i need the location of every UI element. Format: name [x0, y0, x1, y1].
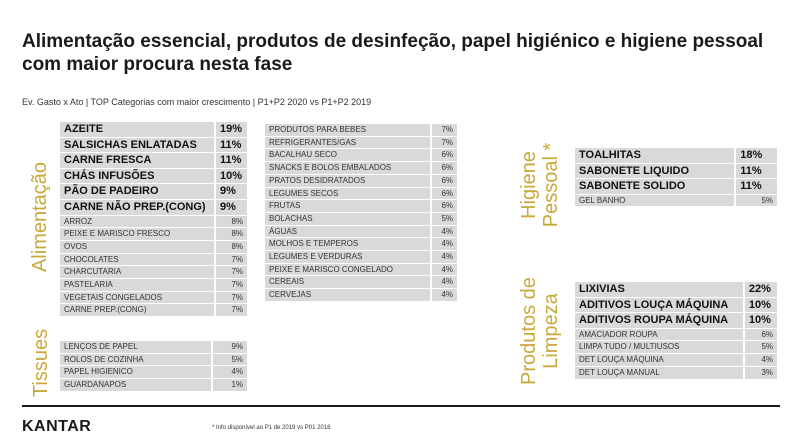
alimentacao-table-1 [60, 122, 247, 317]
category-name: ÁGUAS [265, 225, 431, 238]
category-row [575, 282, 777, 297]
category-row [575, 366, 777, 379]
tissues-table [60, 341, 247, 392]
category-name: PRATOS DESIDRATADOS [265, 174, 431, 187]
category-row [60, 215, 247, 228]
category-name: CEREAIS [265, 276, 431, 289]
category-growth-value: 6% [744, 328, 777, 341]
category-growth-value: 9% [212, 341, 247, 353]
category-growth-value: 8% [215, 240, 247, 253]
brand-logo: KANTAR [22, 418, 92, 435]
category-growth-value: 9% [215, 199, 247, 215]
category-row [60, 341, 247, 353]
category-name: SABONETE SOLIDO [575, 179, 735, 195]
category-growth-value: 6% [431, 162, 457, 175]
category-growth-value: 18% [735, 148, 777, 163]
category-row [265, 200, 457, 213]
section-label-limpeza-line1: Produtos de [518, 277, 540, 385]
category-row [575, 354, 777, 367]
category-growth-value: 10% [744, 313, 777, 329]
category-name: TOALHITAS [575, 148, 735, 163]
category-growth-value: 4% [431, 263, 457, 276]
category-growth-value: 6% [431, 174, 457, 187]
category-row [575, 297, 777, 313]
category-row [60, 153, 247, 169]
category-row [60, 240, 247, 253]
category-growth-value: 6% [431, 149, 457, 162]
category-name: CARNE NÃO PREP.(CONG) [60, 199, 215, 215]
category-name: PEIXE E MARISCO CONGELADO [265, 263, 431, 276]
category-name: OVOS [60, 240, 215, 253]
category-growth-value: 3% [744, 366, 777, 379]
category-row [265, 136, 457, 149]
category-row [60, 122, 247, 137]
category-growth-value: 7% [215, 304, 247, 317]
category-growth-value: 10% [744, 297, 777, 313]
category-name: BACALHAU SECO [265, 149, 431, 162]
category-growth-value: 7% [431, 136, 457, 149]
category-growth-value: 9% [215, 184, 247, 200]
category-growth-value: 4% [431, 238, 457, 251]
category-name: CARNE FRESCA [60, 153, 215, 169]
category-row [60, 291, 247, 304]
footer-divider [22, 405, 780, 407]
section-label-alimentacao: Alimentação [29, 161, 51, 273]
category-row [265, 238, 457, 251]
category-row [265, 187, 457, 200]
category-growth-value: 7% [215, 253, 247, 266]
page-title: Alimentação essencial, produtos de desinfeção, papel higiénico e higiene pessoal com maior procura nesta fase [22, 31, 764, 75]
category-growth-value: 5% [735, 194, 777, 207]
section-label-higiene-line1: Higiene [518, 151, 540, 219]
category-name: ADITIVOS ROUPA MÁQUINA [575, 313, 744, 329]
category-row [60, 266, 247, 279]
category-name: LEGUMES E VERDURAS [265, 251, 431, 264]
section-label-limpeza [518, 270, 562, 392]
page-subtitle: Ev. Gasto x Ato | TOP Categorias com maior crescimento | P1+P2 2020 vs P1+P2 2019 [22, 97, 372, 107]
section-label-limpeza-line2: Limpeza [540, 293, 562, 369]
category-name: CHÁS INFUSÕES [60, 168, 215, 184]
category-growth-value: 7% [215, 266, 247, 279]
category-name: SNACKS E BOLOS EMBALADOS [265, 162, 431, 175]
category-row [265, 225, 457, 238]
category-name: GUARDANAPOS [60, 379, 212, 392]
category-growth-value: 4% [431, 225, 457, 238]
category-name: LENÇOS DE PAPEL [60, 341, 212, 353]
category-row [265, 276, 457, 289]
category-growth-value: 4% [431, 289, 457, 302]
category-growth-value: 5% [212, 353, 247, 366]
category-name: PÃO DE PADEIRO [60, 184, 215, 200]
category-growth-value: 11% [735, 179, 777, 195]
category-name: PASTELARIA [60, 279, 215, 292]
category-name: PAPEL HIGIENICO [60, 366, 212, 379]
category-growth-value: 5% [431, 212, 457, 225]
category-row [60, 137, 247, 153]
category-name: ARROZ [60, 215, 215, 228]
category-row [60, 379, 247, 392]
category-name: ADITIVOS LOUÇA MÁQUINA [575, 297, 744, 313]
category-row [265, 212, 457, 225]
category-name: VEGETAIS CONGELADOS [60, 291, 215, 304]
category-name: CHARCUTARIA [60, 266, 215, 279]
category-row [60, 168, 247, 184]
category-growth-value: 11% [215, 153, 247, 169]
category-growth-value: 8% [215, 215, 247, 228]
alimentacao-table-2 [265, 124, 457, 302]
category-growth-value: 1% [212, 379, 247, 392]
category-name: PEIXE E MARISCO FRESCO [60, 228, 215, 241]
section-label-higiene [518, 135, 562, 235]
category-row [575, 194, 777, 207]
category-name: MOLHOS E TEMPEROS [265, 238, 431, 251]
category-name: DET LOUÇA MANUAL [575, 366, 744, 379]
category-name: AMACIADOR ROUPA [575, 328, 744, 341]
category-growth-value: 4% [431, 276, 457, 289]
category-row [265, 174, 457, 187]
category-row [575, 179, 777, 195]
category-name: AZEITE [60, 122, 215, 137]
category-name: REFRIGERANTES/GAS [265, 136, 431, 149]
category-growth-value: 19% [215, 122, 247, 137]
category-name: PRODUTOS PARA BEBES [265, 124, 431, 136]
category-row [60, 304, 247, 317]
category-row [60, 199, 247, 215]
category-row [60, 184, 247, 200]
category-row [265, 251, 457, 264]
category-row [265, 289, 457, 302]
category-growth-value: 6% [431, 200, 457, 213]
category-growth-value: 22% [744, 282, 777, 297]
higiene-table [575, 148, 777, 207]
category-name: BOLACHAS [265, 212, 431, 225]
category-row [60, 366, 247, 379]
footnote: * Info disponível ao P1 de 2019 vs P01 2018 [212, 425, 331, 431]
category-name: SALSICHAS ENLATADAS [60, 137, 215, 153]
section-label-tissues: Tissues [30, 328, 52, 398]
category-row [265, 162, 457, 175]
category-growth-value: 11% [735, 163, 777, 179]
category-row [265, 124, 457, 136]
category-growth-value: 7% [215, 291, 247, 304]
category-row [60, 353, 247, 366]
category-name: SABONETE LIQUIDO [575, 163, 735, 179]
category-growth-value: 10% [215, 168, 247, 184]
category-row [575, 313, 777, 329]
category-name: GEL BANHO [575, 194, 735, 207]
category-row [575, 163, 777, 179]
category-row [60, 228, 247, 241]
category-growth-value: 11% [215, 137, 247, 153]
category-row [265, 149, 457, 162]
category-name: ROLOS DE COZINHA [60, 353, 212, 366]
category-row [60, 279, 247, 292]
category-growth-value: 4% [744, 354, 777, 367]
category-row [575, 328, 777, 341]
limpeza-table [575, 282, 777, 380]
category-growth-value: 7% [215, 279, 247, 292]
category-name: LIMPA TUDO / MULTIUSOS [575, 341, 744, 354]
category-row [575, 341, 777, 354]
category-name: DET LOUÇA MÁQUINA [575, 354, 744, 367]
category-growth-value: 6% [431, 187, 457, 200]
category-growth-value: 7% [431, 124, 457, 136]
category-name: FRUTAS [265, 200, 431, 213]
category-row [575, 148, 777, 163]
category-growth-value: 4% [431, 251, 457, 264]
category-name: CARNE PREP.(CONG) [60, 304, 215, 317]
category-growth-value: 4% [212, 366, 247, 379]
category-name: CHOCOLATES [60, 253, 215, 266]
category-growth-value: 8% [215, 228, 247, 241]
category-growth-value: 5% [744, 341, 777, 354]
category-name: CERVEJAS [265, 289, 431, 302]
category-name: LIXIVIAS [575, 282, 744, 297]
category-name: LEGUMES SECOS [265, 187, 431, 200]
category-row [60, 253, 247, 266]
section-label-higiene-line2: Pessoal * [540, 142, 562, 228]
category-row [265, 263, 457, 276]
